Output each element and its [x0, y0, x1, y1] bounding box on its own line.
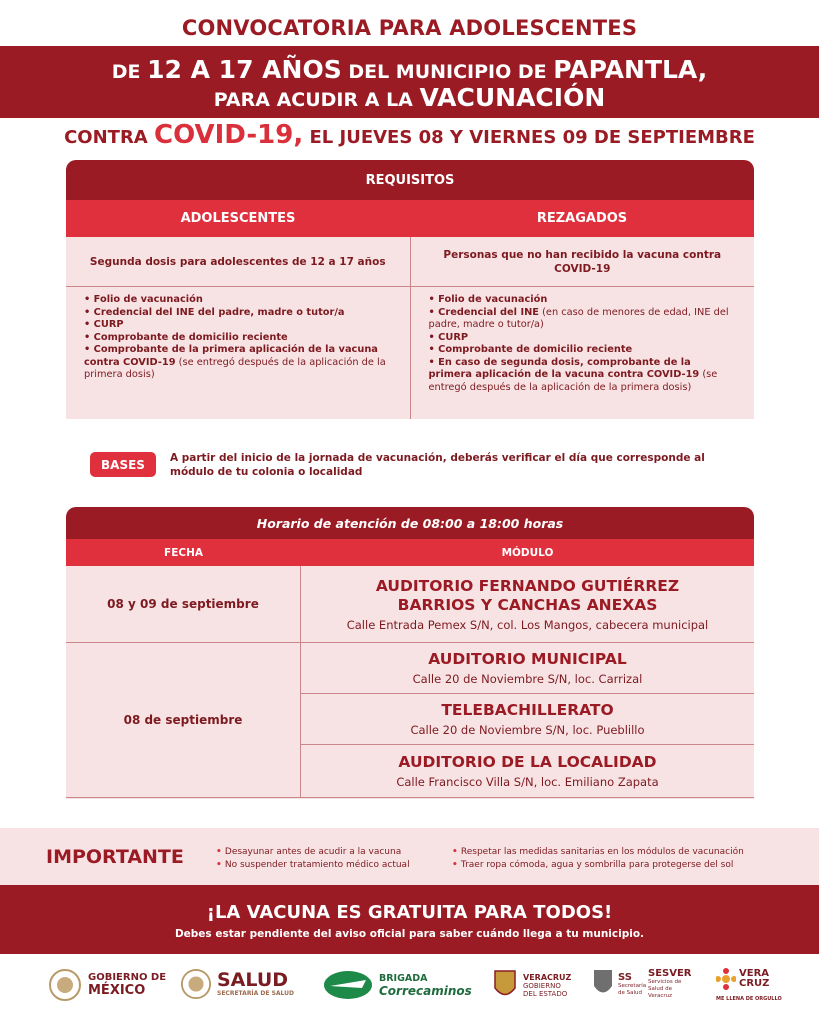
requirement-item: [429, 307, 737, 332]
logo-text: SS: [618, 971, 632, 983]
requirement-item: [429, 332, 737, 345]
eagle-seal-icon: [48, 968, 82, 1002]
eagle-seal-icon: [180, 968, 212, 1000]
coat-of-arms-icon: [492, 968, 518, 1002]
sun-flower-icon: [716, 968, 736, 990]
requirement-item: [84, 294, 392, 307]
module-name: TELEBACHILLERATO: [441, 701, 614, 719]
schedule-row: [66, 566, 754, 643]
subheader-adolescentes: Segunda dosis para adolescentes de 12 a 17 años: [66, 237, 411, 286]
schedule-date: 08 de septiembre: [66, 643, 301, 797]
important-item: • Traer ropa cómoda, agua y sombrilla para protegerse del sol: [452, 859, 744, 872]
requirements-subheader: [66, 237, 754, 287]
logo-text: SECRETARÍA DE SALUD: [217, 990, 294, 997]
requirements-list-rezagados: [411, 287, 755, 419]
module-address: Calle 20 de Noviembre S/N, loc. Pueblillo: [410, 723, 645, 737]
requirements-columns: [66, 200, 754, 237]
requirement-item: [84, 344, 392, 382]
covid-label: COVID-19,: [154, 120, 304, 150]
module-item: [301, 694, 754, 745]
schedule-row: [66, 643, 754, 798]
logo-text: SALUD: [217, 969, 289, 991]
requirement-note: (se entregó después de la aplicación de la primera dosis): [428, 369, 718, 393]
requirement-item: [84, 332, 392, 345]
logo-text: Correcaminos: [379, 983, 472, 998]
requirement-note: (se entregó después de la aplicación de la primera dosis): [84, 356, 386, 380]
requirements-title: REQUISITOS: [66, 160, 754, 200]
subtitle-dates: EL JUEVES 08 Y VIERNES 09 DE SEPTIEMBRE: [303, 127, 755, 148]
important-section: [0, 828, 819, 885]
subtitle: [0, 118, 819, 155]
requirement-item: [429, 294, 737, 307]
subheader-rezagados: Personas que no han recibido la vacuna contra COVID-19: [443, 248, 722, 275]
logo-text: Secretaría de Salud: [618, 982, 647, 996]
municipality: PAPANTLA,: [553, 55, 708, 84]
title-banner: [0, 46, 819, 118]
requirement-label: • Folio de vacunación: [84, 294, 203, 305]
age-range: 12 A 17 AÑOS: [147, 55, 342, 84]
module-name: AUDITORIO FERNANDO GUTIÉRREZ BARRIOS Y CANCHAS ANEXAS: [375, 576, 680, 614]
requirement-label: • Credencial del INE del padre, madre o tutor/a: [84, 306, 345, 318]
footer-subline: Debes estar pendiente del aviso oficial para saber cuándo llega a tu municipio.: [174, 928, 645, 940]
logo-sesver: [648, 968, 692, 1000]
page-title: CONVOCATORIA PARA ADOLESCENTES: [181, 16, 638, 40]
column-fecha: FECHA: [164, 546, 203, 559]
module-item: [301, 566, 754, 642]
logo-strip: [0, 962, 819, 1012]
logo-text: BRIGADA: [379, 972, 428, 984]
logo-text: GOBIERNO: [523, 981, 561, 990]
column-adolescentes: ADOLESCENTES: [180, 211, 296, 226]
logo-veracruz-orgullo: [716, 968, 769, 990]
requirement-label: • Folio de vacunación: [428, 294, 548, 305]
requirement-label: • Comprobante de la primera aplicación de la vacuna contra COVID-19: [84, 344, 378, 368]
requirements-list-adolescentes: [66, 287, 411, 419]
title-line-2: [0, 57, 819, 85]
logo-salud: [180, 968, 294, 1000]
important-list-right: [452, 846, 744, 872]
logo-text: MÉXICO: [88, 983, 146, 998]
logo-veracruz-gobierno: [492, 968, 571, 1002]
logo-text: VERA: [739, 968, 770, 979]
important-item: • No suspender tratamiento médico actual: [216, 859, 410, 872]
subtitle-text: CONTRA: [64, 127, 155, 148]
requirement-label: • Credencial del INE: [428, 306, 539, 318]
module-address: Calle Francisco Villa S/N, loc. Emiliano Zapata: [396, 774, 659, 789]
logo-text: VERACRUZ: [523, 972, 572, 982]
module-item: [301, 745, 754, 796]
requirement-item: [84, 319, 392, 332]
logo-text: Servicios de Salud de Veracruz: [648, 979, 682, 999]
requirement-label: • En caso de segunda dosis, comprobante de la primera aplicación de la vacuna contra COVID-19: [428, 356, 700, 380]
footer-headline: ¡LA VACUNA ES GRATUITA PARA TODOS!: [206, 902, 613, 923]
important-item: • Respetar las medidas sanitarias en los módulos de vacunación: [452, 846, 744, 859]
requirement-label: • Comprobante de domicilio reciente: [84, 331, 288, 343]
logo-text: DEL ESTADO: [523, 989, 568, 998]
title-text: PARA ACUDIR A LA: [213, 89, 420, 111]
logo-ss: [592, 968, 652, 1000]
title-line-3: [0, 85, 819, 113]
title-text: DE: [111, 61, 148, 83]
schedule-modules: [301, 566, 754, 642]
schedule-modules: [301, 643, 754, 797]
module-address: Calle 20 de Noviembre S/N, loc. Carrizal: [412, 672, 643, 686]
logo-gobierno-mexico: [48, 968, 166, 1002]
column-modulo: MÓDULO: [501, 546, 554, 559]
module-name: AUDITORIO DE LA LOCALIDAD: [398, 752, 657, 771]
requirement-label: • CURP: [428, 331, 469, 343]
requirement-item: [84, 307, 392, 320]
logo-slogan: ME LLENA DE ORGULLO: [716, 996, 782, 1002]
logo-brigada-correcaminos: [322, 968, 472, 1002]
footer-banner: [0, 885, 819, 954]
important-item: • Desayunar antes de acudir a la vacuna: [216, 846, 410, 859]
logo-text: CRUZ: [739, 978, 770, 989]
important-label: IMPORTANTE: [46, 846, 184, 868]
requirement-note: (en caso de menores de edad, INE del padre, madre o tutor/a): [428, 306, 729, 330]
requirement-item: [429, 357, 737, 395]
title-text: DEL MUNICIPIO DE: [341, 61, 554, 83]
logo-text: GOBIERNO DE: [88, 972, 167, 983]
roadrunner-icon: [322, 968, 374, 1002]
logo-text: SESVER: [648, 968, 692, 979]
requirement-label: • Comprobante de domicilio reciente: [428, 344, 633, 355]
module-address: Calle Entrada Pemex S/N, col. Los Mangos, cabecera municipal: [346, 617, 709, 632]
column-rezagados: REZAGADOS: [536, 211, 628, 226]
vaccination-word: VACUNACIÓN: [419, 83, 606, 112]
requirements-lists: [66, 287, 754, 419]
schedule-columns: [66, 539, 754, 566]
shield-icon: [592, 968, 614, 1000]
important-list-left: [216, 846, 410, 872]
requirements-table: [66, 160, 754, 419]
bases-text: A partir del inicio de la jornada de vacunación, deberás verificar el día que corresponde al módulo de tu colonia o localidad: [170, 452, 705, 478]
requirement-item: [429, 344, 737, 357]
schedule-date: 08 y 09 de septiembre: [66, 566, 301, 642]
schedule-table: [66, 507, 754, 799]
bases-badge: BASES: [90, 452, 156, 477]
module-item: [301, 643, 754, 694]
module-name: AUDITORIO MUNICIPAL: [428, 650, 627, 668]
schedule-title: Horario de atención de 08:00 a 18:00 horas: [66, 507, 754, 539]
requirement-label: • CURP: [84, 319, 124, 330]
